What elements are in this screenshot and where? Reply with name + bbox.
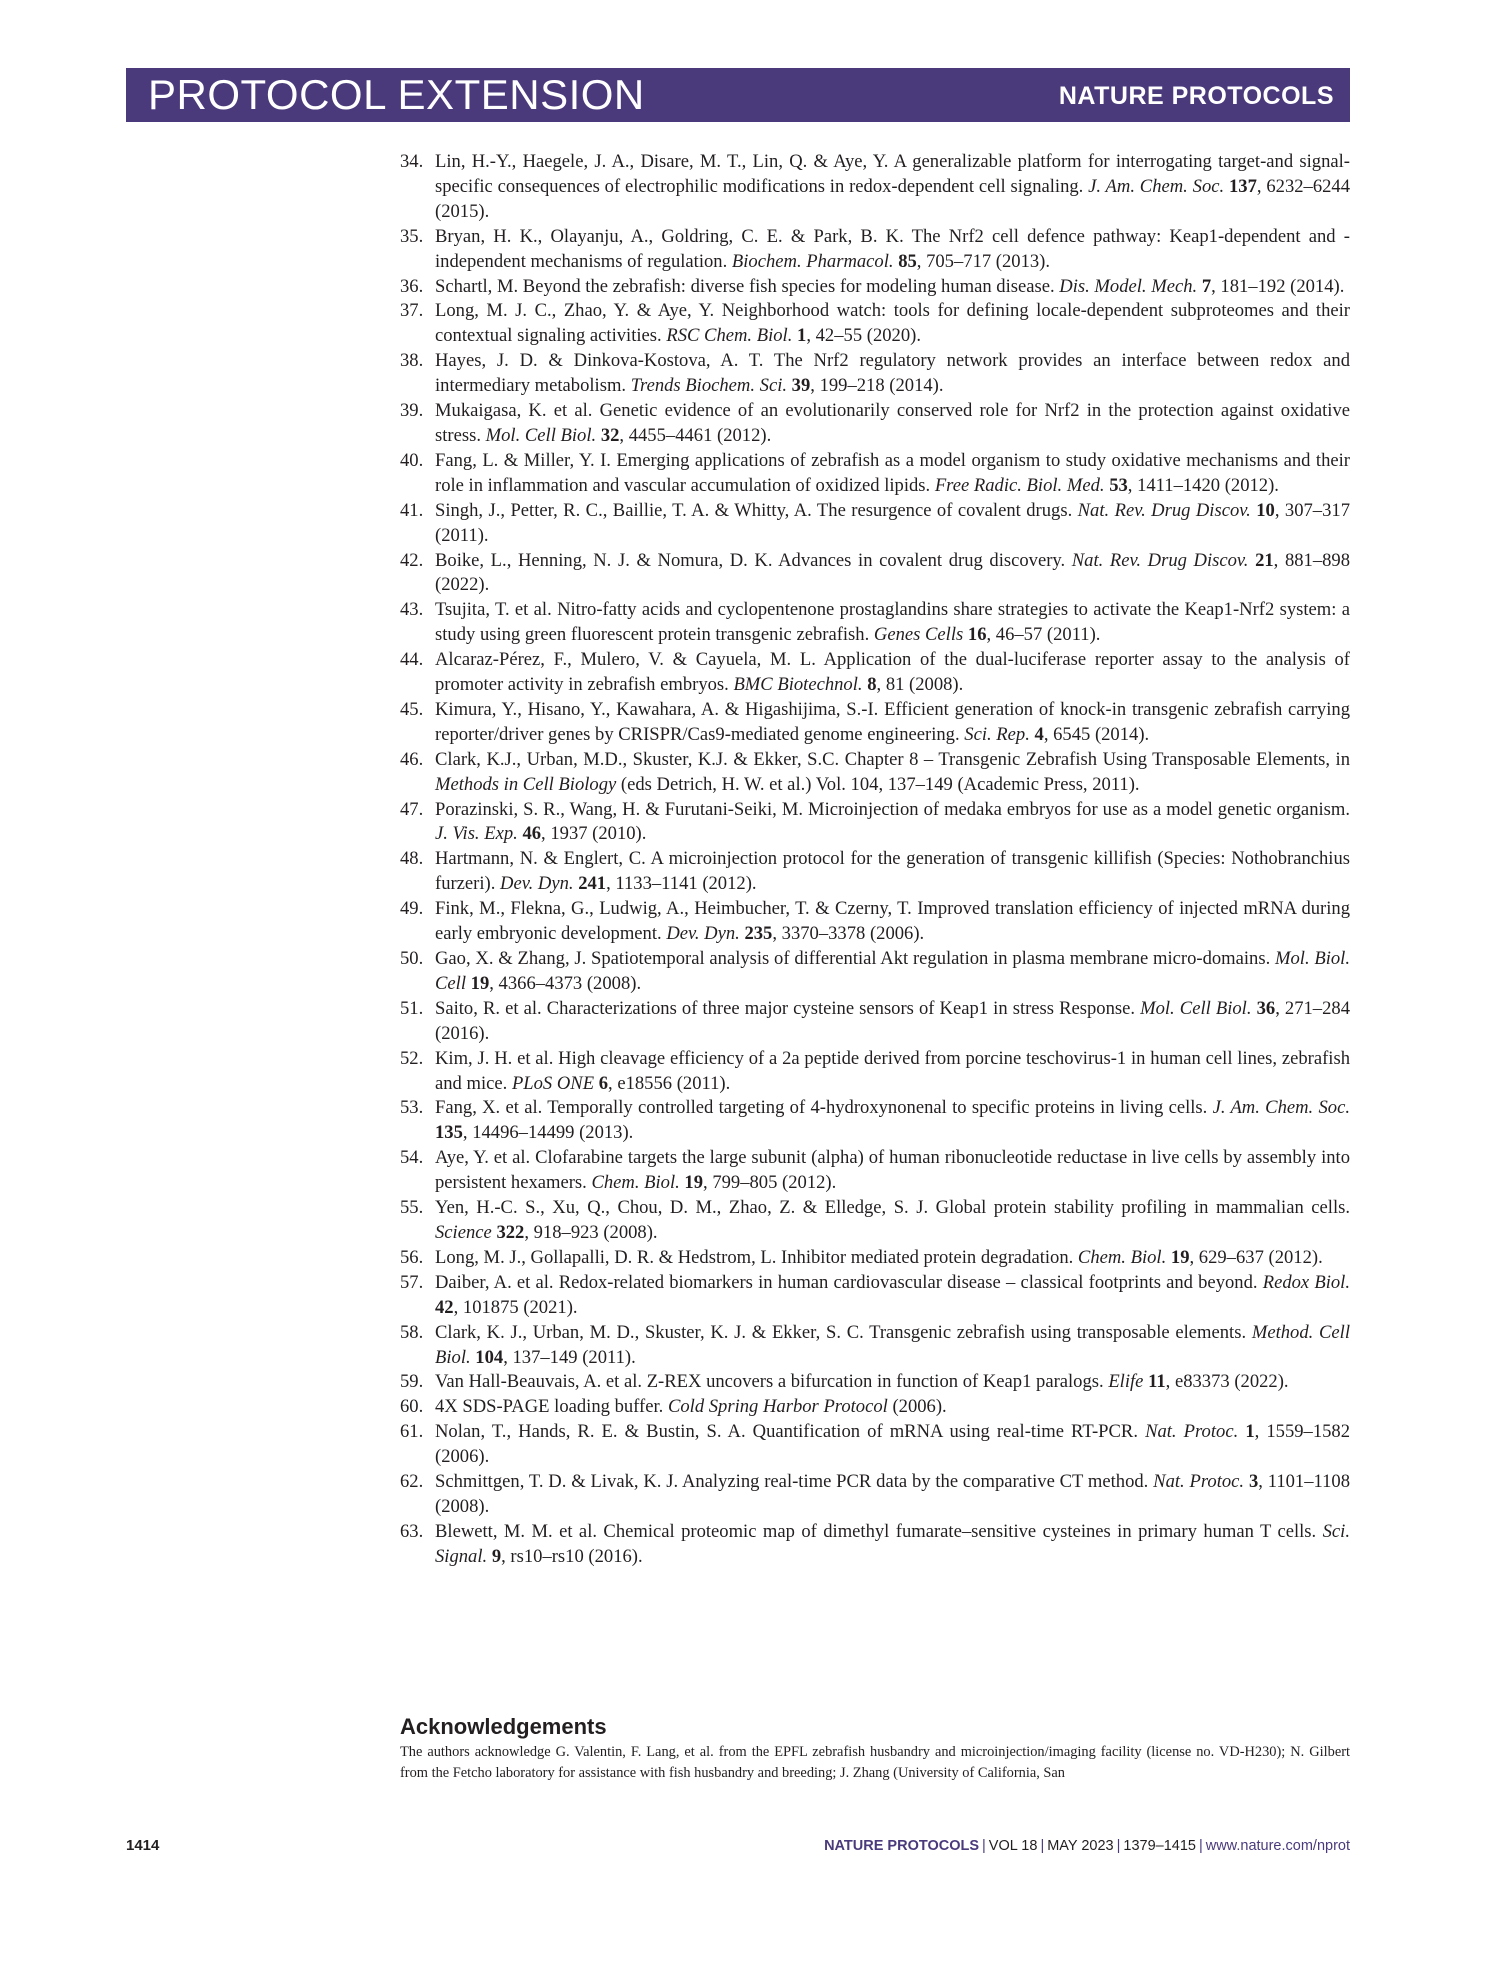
- reference-volume: 21: [1255, 549, 1274, 571]
- footer-journal: NATURE PROTOCOLS: [824, 1838, 980, 1854]
- reference-volume: 1: [1245, 1421, 1255, 1443]
- reference-text: [435, 649, 1350, 695]
- footer-separator: |: [1198, 1838, 1203, 1854]
- reference-journal: Mol. Cell Biol.: [485, 424, 597, 446]
- reference-text: [435, 400, 1350, 446]
- reference-item: [400, 1470, 1350, 1520]
- reference-text: [435, 450, 1350, 496]
- reference-journal: Chem. Biol.: [591, 1172, 680, 1194]
- reference-volume: 36: [1256, 997, 1276, 1019]
- reference-text: [435, 300, 1350, 346]
- reference-volume: 16: [967, 624, 987, 646]
- reference-volume: 8: [867, 674, 877, 696]
- reference-volume: 135: [435, 1122, 463, 1144]
- reference-segment: Clark, K.J., Urban, M.D., Skuster, K.J. & Ekker, S.C. Chapter 8 – Transgenic Zebrafish Using Transposable Elements, in: [435, 748, 1350, 770]
- reference-journal: Biochem. Pharmacol.: [731, 250, 894, 272]
- reference-journal: Nat. Protoc.: [1153, 1471, 1245, 1493]
- footer-pages: 1379–1415: [1123, 1838, 1196, 1854]
- reference-segment: Fang, L. & Miller, Y. I. Emerging applications of zebrafish as a model organism to study oxidative mechanisms and their role in inflammation and vascular accumulation of oxidized lipids.: [435, 449, 1350, 496]
- reference-item: [400, 1246, 1350, 1271]
- reference-segment: Bryan, H. K., Olayanju, A., Goldring, C. E. & Park, B. K. The Nrf2 cell defence pathway: Keap1-dependent and -independent mechanisms of regulation.: [435, 225, 1350, 272]
- reference-journal: Dev. Dyn.: [500, 873, 574, 895]
- reference-number: 51.: [400, 997, 424, 1019]
- reference-segment: (eds Detrich, H. W. et al.) Vol. 104, 137–149 (Academic Press, 2011).: [616, 773, 1140, 795]
- reference-segment: , 881–898 (2022).: [435, 549, 1351, 596]
- footer-separator: |: [1040, 1838, 1045, 1854]
- reference-number: 59.: [400, 1371, 424, 1393]
- reference-segment: (2006).: [887, 1396, 947, 1418]
- reference-number: 62.: [400, 1471, 424, 1493]
- acknowledgements-text: The authors acknowledge G. Valentin, F. Lang, et al. from the EPFL zebrafish husbandry and microinjection/imaging facility (license no. VD-H230); N. Gilbert from the Fetcho laboratory for assistance with fish husbandry and breeding; J. Zhang (University of California, San: [400, 1744, 1350, 1781]
- reference-journal: J. Vis. Exp.: [435, 823, 518, 845]
- reference-number: 45.: [400, 698, 424, 720]
- reference-segment: Hayes, J. D. & Dinkova-Kostova, A. T. The Nrf2 regulatory network provides an interface between redox and intermediary metabolism.: [435, 350, 1350, 397]
- reference-segment: Van Hall-Beauvais, A. et al. Z-REX uncovers a bifurcation in function of Keap1 paralogs.: [435, 1371, 1109, 1393]
- reference-text: [435, 1521, 1350, 1567]
- reference-segment: , 181–192 (2014).: [1211, 275, 1345, 297]
- reference-segment: Lin, H.-Y., Haegele, J. A., Disare, M. T., Lin, Q. & Aye, Y. A generalizable platform for interrogating target-and signal-specific consequences of electrophilic modifications in redox-dependent cell signaling.: [435, 151, 1350, 197]
- reference-segment: , e83373 (2022).: [1165, 1371, 1289, 1393]
- reference-journal: BMC Biotechnol.: [733, 674, 863, 696]
- reference-journal: J. Am. Chem. Soc.: [1212, 1097, 1350, 1119]
- acknowledgements-heading: Acknowledgements: [400, 1714, 607, 1739]
- reference-journal: Nat. Rev. Drug Discov.: [1077, 499, 1251, 521]
- reference-volume: 7: [1201, 275, 1212, 297]
- reference-number: 49.: [400, 898, 424, 920]
- reference-journal: Method. Cell Biol.: [435, 1321, 1350, 1368]
- reference-number: 63.: [400, 1520, 424, 1542]
- reference-journal: Sci. Rep.: [964, 723, 1030, 745]
- reference-segment: Schmittgen, T. D. & Livak, K. J. Analyzing real-time PCR data by the comparative CT method.: [435, 1471, 1154, 1493]
- reference-text: [435, 848, 1350, 894]
- reference-volume: 4: [1034, 723, 1044, 745]
- reference-segment: Yen, H.-C. S., Xu, Q., Chou, D. M., Zhao, Z. & Elledge, S. J. Global protein stability profiling in mammalian cells.: [435, 1197, 1350, 1219]
- reference-segment: , 199–218 (2014).: [810, 375, 944, 397]
- reference-number: 43.: [400, 599, 424, 621]
- reference-segment: , 271–284 (2016).: [435, 997, 1350, 1044]
- reference-segment: , 3370–3378 (2006).: [772, 923, 925, 945]
- reference-number: 48.: [400, 848, 424, 870]
- reference-text: [435, 151, 1350, 222]
- reference-item: [400, 549, 1350, 599]
- reference-item: [400, 648, 1350, 698]
- reference-volume: 104: [475, 1346, 504, 1368]
- reference-item: [400, 499, 1350, 549]
- reference-volume: 1: [797, 325, 807, 347]
- reference-number: 47.: [400, 798, 424, 820]
- reference-segment: , 1559–1582 (2006).: [435, 1421, 1351, 1468]
- reference-item: [400, 349, 1350, 399]
- reference-segment: , 4366–4373 (2008).: [489, 972, 642, 994]
- reference-volume: 46: [522, 823, 542, 845]
- reference-journal: Mol. Biol. Cell: [435, 948, 1350, 994]
- reference-number: 42.: [400, 549, 424, 571]
- reference-segment: Long, M. J. C., Zhao, Y. & Aye, Y. Neighborhood watch: tools for defining locale-dependent subproteomes and their contextual signaling activities.: [435, 300, 1350, 347]
- reference-segment: Boike, L., Henning, N. J. & Nomura, D. K. Advances in covalent drug discovery.: [435, 549, 1072, 571]
- reference-item: [400, 1096, 1350, 1146]
- reference-number: 60.: [400, 1396, 424, 1418]
- reference-volume: 19: [470, 972, 490, 994]
- reference-item: [400, 798, 1350, 848]
- reference-segment: Aye, Y. et al. Clofarabine targets the large subunit (alpha) of human ribonucleotide reductase in live cells by assembly into persistent hexamers.: [435, 1147, 1350, 1194]
- reference-number: 36.: [400, 275, 424, 297]
- reference-text: [435, 500, 1350, 546]
- reference-journal: Redox Biol.: [1262, 1271, 1350, 1293]
- reference-number: 34.: [400, 151, 424, 172]
- reference-segment: , 46–57 (2011).: [986, 624, 1101, 646]
- reference-text: [435, 1048, 1350, 1094]
- reference-segment: Mukaigasa, K. et al. Genetic evidence of an evolutionarily conserved role for Nrf2 in the protection against oxidative stress.: [435, 400, 1350, 446]
- reference-journal: Genes Cells: [873, 624, 964, 646]
- footer-date: MAY 2023: [1047, 1838, 1114, 1854]
- reference-volume: 19: [684, 1172, 704, 1194]
- reference-segment: Hartmann, N. & Englert, C. A microinjection protocol for the generation of transgenic killifish (Species: Nothobranchius furzeri).: [435, 848, 1350, 895]
- reference-segment: , 101875 (2021).: [453, 1296, 578, 1318]
- reference-segment: Saito, R. et al. Characterizations of three major cysteine sensors of Keap1 in stress Response.: [435, 997, 1141, 1019]
- reference-volume: 322: [496, 1221, 525, 1243]
- reference-item: [400, 299, 1350, 349]
- reference-segment: , 307–317 (2011).: [435, 499, 1350, 546]
- reference-text: [435, 1322, 1350, 1368]
- reference-segment: Nolan, T., Hands, R. E. & Bustin, S. A. Quantification of mRNA using real-time RT-PCR.: [435, 1421, 1146, 1443]
- reference-segment: , rs10–rs10 (2016).: [501, 1545, 643, 1567]
- reference-number: 44.: [400, 649, 424, 671]
- reference-journal: Elife: [1108, 1371, 1144, 1393]
- reference-journal: Sci. Signal.: [435, 1520, 1350, 1567]
- reference-volume: 32: [600, 424, 620, 446]
- reference-journal: RSC Chem. Biol.: [666, 325, 793, 347]
- reference-text: [435, 799, 1350, 845]
- reference-segment: Tsujita, T. et al. Nitro-fatty acids and cyclopentenone prostaglandins share strategies to activate the Keap1-Nrf2 system: a study using green fluorescent protein transgenic zebrafish.: [435, 599, 1350, 646]
- reference-number: 50.: [400, 948, 424, 969]
- footer-separator: |: [1116, 1838, 1121, 1854]
- reference-segment: , 629–637 (2012).: [1189, 1246, 1323, 1268]
- reference-journal: Nat. Protoc.: [1145, 1421, 1239, 1443]
- reference-number: 53.: [400, 1097, 424, 1119]
- reference-text: [435, 749, 1350, 795]
- reference-item: [400, 947, 1350, 997]
- reference-journal: Nat. Rev. Drug Discov.: [1071, 549, 1249, 571]
- reference-text: [435, 1272, 1350, 1318]
- reference-segment: 4X SDS-PAGE loading buffer.: [435, 1396, 668, 1418]
- reference-text: [435, 1471, 1350, 1517]
- reference-volume: 3: [1248, 1471, 1259, 1493]
- reference-segment: Alcaraz-Pérez, F., Mulero, V. & Cayuela, M. L. Application of the dual-luciferase reporter assay to the analysis of promoter activity in zebrafish embryos.: [435, 649, 1350, 696]
- reference-journal: Methods in Cell Biology: [435, 773, 617, 795]
- page-number: 1414: [126, 1837, 160, 1854]
- reference-item: [400, 847, 1350, 897]
- reference-item: [400, 1271, 1350, 1321]
- reference-text: [435, 699, 1350, 745]
- reference-segment: Blewett, M. M. et al. Chemical proteomic map of dimethyl fumarate–sensitive cysteines in primary human T cells.: [435, 1520, 1323, 1542]
- reference-text: [435, 948, 1350, 994]
- reference-text: [435, 599, 1350, 645]
- journal-url-link[interactable]: www.nature.com/nprot: [1205, 1838, 1350, 1854]
- reference-item: [400, 1146, 1350, 1196]
- reference-segment: , 14496–14499 (2013).: [462, 1122, 634, 1144]
- reference-number: 35.: [400, 225, 424, 247]
- reference-volume: 6: [598, 1072, 609, 1094]
- reference-text: [435, 226, 1350, 272]
- reference-item: [400, 897, 1350, 947]
- reference-volume: 241: [578, 873, 607, 895]
- reference-number: 56.: [400, 1246, 424, 1268]
- reference-item: [400, 1420, 1350, 1470]
- reference-volume: 39: [791, 375, 811, 397]
- footer-volume: VOL 18: [988, 1838, 1038, 1854]
- reference-segment: Schartl, M. Beyond the zebrafish: diverse fish species for modeling human disease.: [435, 275, 1060, 297]
- reference-number: 61.: [400, 1421, 424, 1443]
- reference-number: 54.: [400, 1147, 424, 1169]
- reference-journal: Mol. Cell Biol.: [1140, 997, 1252, 1019]
- reference-journal: Cold Spring Harbor Protocol: [667, 1396, 888, 1418]
- reference-segment: Fang, X. et al. Temporally controlled targeting of 4-hydroxynonenal to specific proteins in living cells.: [435, 1097, 1213, 1119]
- reference-segment: , e18556 (2011).: [608, 1072, 731, 1094]
- reference-segment: , 42–55 (2020).: [806, 325, 921, 347]
- reference-segment: Long, M. J., Gollapalli, D. R. & Hedstrom, L. Inhibitor mediated protein degradation.: [435, 1246, 1078, 1268]
- reference-segment: , 6232–6244 (2015).: [435, 175, 1351, 222]
- reference-text: [435, 350, 1350, 396]
- reference-segment: Gao, X. & Zhang, J. Spatiotemporal analysis of differential Akt regulation in plasma membrane micro-domains.: [435, 948, 1275, 969]
- reference-segment: Fink, M., Flekna, G., Ludwig, A., Heimbucher, T. & Czerny, T. Improved translation efficiency of injected mRNA during early embryonic development.: [435, 898, 1350, 945]
- reference-text: [435, 1097, 1350, 1143]
- reference-number: 40.: [400, 449, 424, 471]
- reference-segment: , 81 (2008).: [876, 674, 964, 696]
- reference-text: [435, 276, 1344, 297]
- reference-item: [400, 1196, 1350, 1246]
- reference-item: [400, 1321, 1350, 1371]
- reference-item: [400, 598, 1350, 648]
- reference-text: [435, 1421, 1350, 1467]
- reference-segment: Kim, J. H. et al. High cleavage efficiency of a 2a peptide derived from porcine teschovirus-1 in human cell lines, zebrafish and mice.: [435, 1047, 1350, 1094]
- reference-item: [400, 399, 1350, 449]
- reference-item: [400, 225, 1350, 275]
- reference-segment: , 1411–1420 (2012).: [1127, 474, 1279, 496]
- reference-text: [435, 998, 1350, 1044]
- reference-segment: Daiber, A. et al. Redox-related biomarkers in human cardiovascular disease – classical footprints and beyond.: [435, 1271, 1263, 1293]
- reference-number: 41.: [400, 499, 424, 521]
- reference-volume: 42: [435, 1296, 454, 1318]
- footer-separator: |: [982, 1838, 986, 1854]
- reference-number: 52.: [400, 1047, 424, 1069]
- reference-segment: Clark, K. J., Urban, M. D., Skuster, K. J. & Ekker, S. C. Transgenic zebrafish using transposable elements.: [435, 1321, 1252, 1343]
- reference-number: 37.: [400, 300, 424, 322]
- reference-segment: Porazinski, S. R., Wang, H. & Furutani-Seiki, M. Microinjection of medaka embryos for use as a model genetic organism.: [435, 798, 1350, 820]
- reference-number: 46.: [400, 748, 424, 770]
- reference-segment: , 1133–1141 (2012).: [606, 873, 757, 895]
- reference-journal: Trends Biochem. Sci.: [630, 375, 788, 397]
- reference-journal: J. Am. Chem. Soc.: [1088, 175, 1225, 197]
- reference-volume: 11: [1148, 1371, 1166, 1393]
- reference-text: [435, 1197, 1350, 1243]
- reference-volume: 10: [1256, 499, 1275, 521]
- reference-number: 39.: [400, 400, 424, 422]
- reference-number: 58.: [400, 1321, 424, 1343]
- reference-item: [400, 1520, 1350, 1570]
- reference-segment: , 918–923 (2008).: [524, 1221, 658, 1243]
- reference-segment: Singh, J., Petter, R. C., Baillie, T. A. & Whitty, A. The resurgence of covalent drugs.: [435, 499, 1078, 521]
- section-label: PROTOCOL EXTENSION: [148, 71, 645, 118]
- reference-journal: Dis. Model. Mech.: [1059, 275, 1198, 297]
- reference-segment: , 137–149 (2011).: [503, 1346, 636, 1368]
- reference-journal: Dev. Dyn.: [666, 923, 740, 945]
- reference-item: [400, 1395, 1350, 1420]
- reference-item: [400, 275, 1350, 300]
- reference-journal: Free Radic. Biol. Med.: [934, 474, 1105, 496]
- reference-item: [400, 150, 1350, 225]
- reference-text: [435, 1396, 947, 1417]
- reference-item: [400, 1370, 1350, 1395]
- reference-list: [400, 150, 1350, 1570]
- journal-name: NATURE PROTOCOLS: [1058, 82, 1334, 110]
- reference-volume: 9: [491, 1545, 502, 1567]
- header-bar: [126, 68, 1350, 122]
- reference-number: 38.: [400, 350, 424, 372]
- reference-text: [435, 1371, 1289, 1392]
- reference-item: [400, 997, 1350, 1047]
- reference-segment: , 4455–4461 (2012).: [619, 424, 772, 446]
- reference-segment: , 799–805 (2012).: [703, 1172, 837, 1194]
- reference-text: [435, 1147, 1350, 1193]
- reference-item: [400, 1047, 1350, 1097]
- reference-item: [400, 449, 1350, 499]
- reference-item: [400, 748, 1350, 798]
- reference-segment: , 1101–1108 (2008).: [435, 1471, 1351, 1517]
- reference-number: 57.: [400, 1271, 424, 1293]
- reference-number: 55.: [400, 1197, 424, 1219]
- reference-text: [435, 898, 1350, 944]
- reference-segment: , 705–717 (2013).: [916, 250, 1051, 272]
- reference-segment: , 6545 (2014).: [1043, 723, 1150, 745]
- reference-segment: Kimura, Y., Hisano, Y., Kawahara, A. & Higashijima, S.-I. Efficient generation of knock-in transgenic zebrafish carrying reporter/driver genes by CRISPR/Cas9-mediated genome engineering.: [435, 698, 1350, 745]
- reference-journal: PLoS ONE: [511, 1072, 595, 1094]
- reference-segment: , 1937 (2010).: [541, 823, 647, 845]
- reference-volume: 137: [1228, 175, 1257, 197]
- reference-journal: Science: [435, 1221, 492, 1243]
- reference-text: [435, 550, 1350, 596]
- reference-volume: 19: [1170, 1246, 1190, 1268]
- reference-volume: 53: [1109, 474, 1128, 496]
- reference-volume: 235: [744, 923, 773, 945]
- reference-volume: 85: [898, 250, 917, 272]
- reference-text: [435, 1247, 1323, 1268]
- footer-citation: [824, 1837, 1350, 1855]
- reference-item: [400, 698, 1350, 748]
- reference-journal: Chem. Biol.: [1077, 1246, 1167, 1268]
